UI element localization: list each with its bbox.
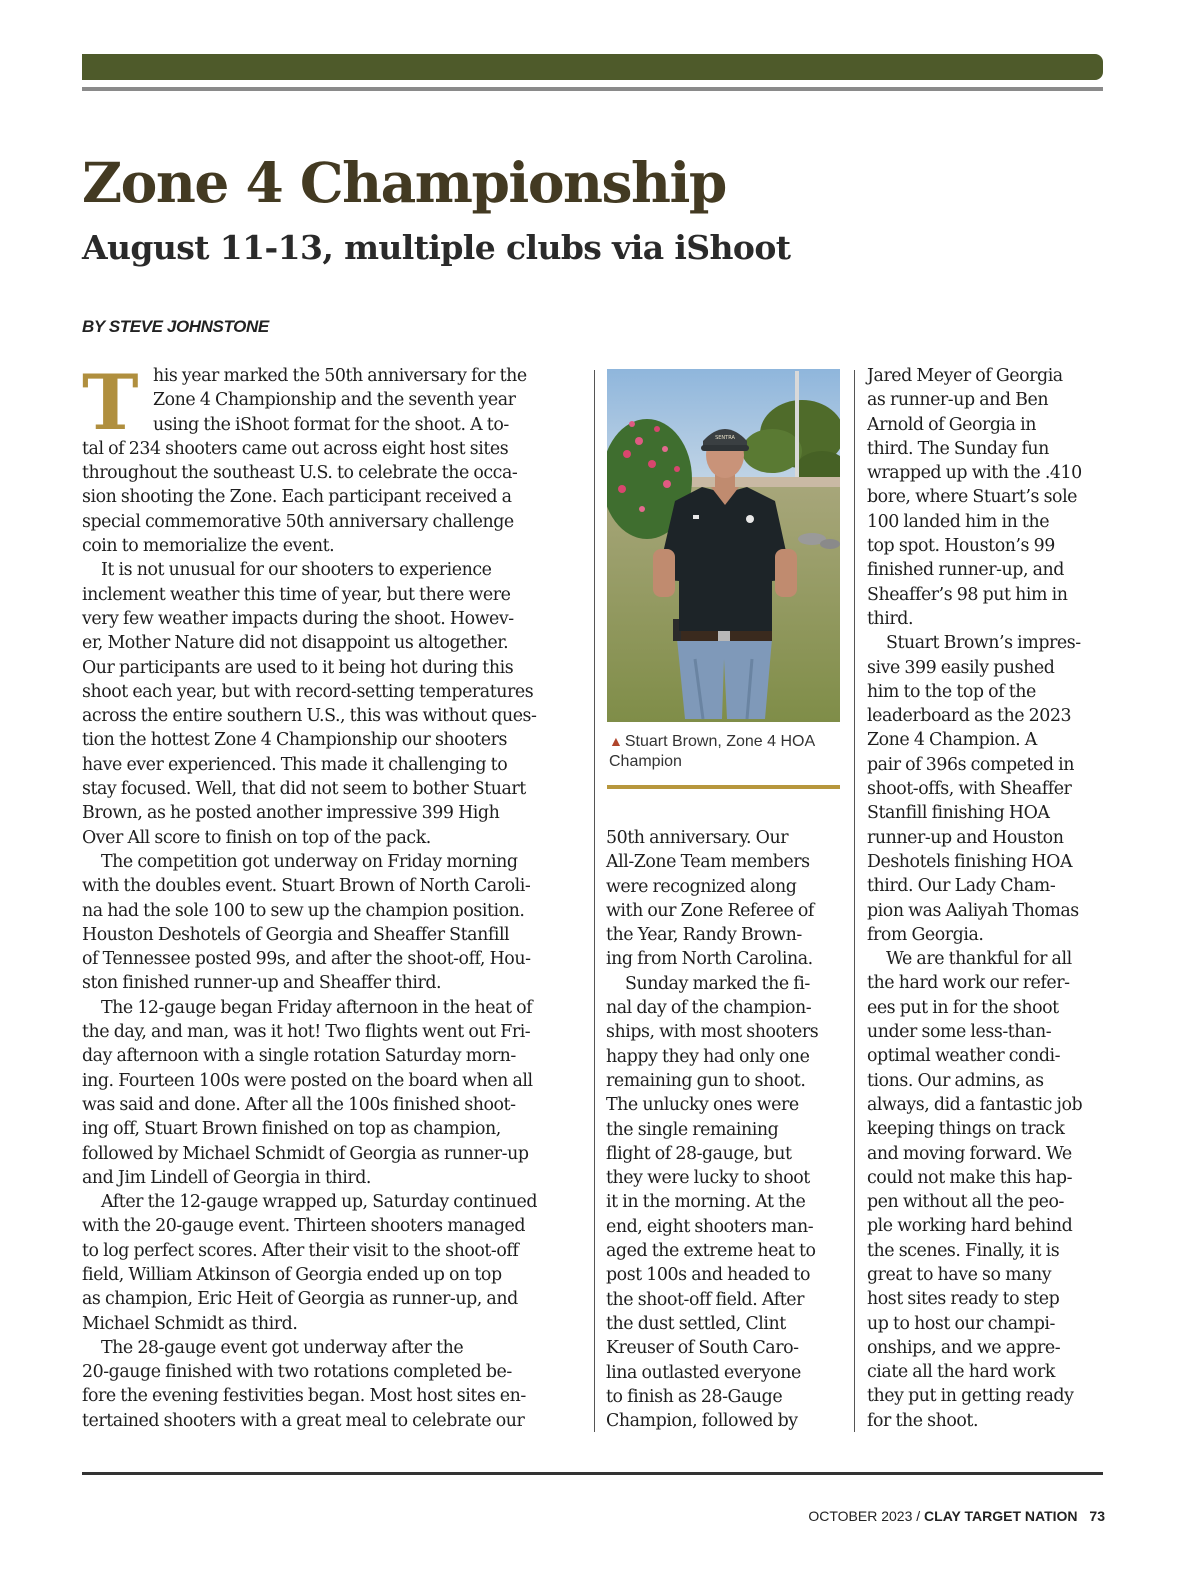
text-line: runner-up and Houston: [867, 827, 1064, 848]
text-line: top spot. Houston’s 99: [867, 536, 1055, 557]
text-line: stay focused. Well, that did not seem to bother Stuart: [82, 779, 526, 800]
text-line: great to have so many: [867, 1264, 1052, 1285]
text-line: Kreuser of South Caro-: [606, 1338, 799, 1359]
text-line: ple working hard behind: [867, 1216, 1073, 1237]
text-line: ees put in for the shoot: [867, 997, 1059, 1018]
footer-date: OCTOBER 2023 /: [808, 1508, 921, 1524]
article-title: Zone 4 Championship: [82, 150, 726, 215]
text-line: as runner-up and Ben: [867, 390, 1049, 411]
text-line: with the doubles event. Stuart Brown of North Caroli-: [82, 876, 531, 897]
header-rule: [82, 87, 1103, 91]
text-line: tion the hottest Zone 4 Championship our shooters: [82, 730, 507, 751]
text-line: his year marked the 50th anniversary for the: [153, 366, 527, 386]
body-column-3: [867, 364, 1107, 1433]
text-line: and Jim Lindell of Georgia in third.: [82, 1167, 371, 1188]
text-line: It is not unusual for our shooters to experience: [101, 560, 492, 581]
text-line: under some less-than-: [867, 1022, 1052, 1043]
text-line: as champion, Eric Heit of Georgia as runner-up, and: [82, 1289, 518, 1310]
photo-stuart-brown: [607, 369, 840, 722]
text-line: the hard work our refer-: [867, 973, 1070, 994]
text-line: wrapped up with the .410: [867, 463, 1082, 484]
text-line: third. Our Lady Cham-: [867, 876, 1056, 897]
text-line: After the 12-gauge wrapped up, Saturday continued: [101, 1192, 538, 1213]
text-line: host sites ready to step: [867, 1289, 1060, 1310]
text-line: followed by Michael Schmidt of Georgia as runner-up: [82, 1143, 529, 1164]
text-line: pen without all the peo-: [867, 1192, 1064, 1213]
text-line: ston finished runner-up and Sheaffer third.: [82, 973, 442, 994]
text-line: tal of 234 shooters came out across eight host sites: [82, 438, 509, 459]
text-line: Houston Deshotels of Georgia and Sheaffer Stanfill: [82, 924, 510, 945]
caption-triangle-icon: ▲: [609, 733, 623, 749]
text-line: ing off, Stuart Brown finished on top as champion,: [82, 1119, 501, 1140]
caption-rule: [607, 785, 840, 789]
page-footer: [808, 1508, 1105, 1524]
text-line: flight of 28-gauge, but: [606, 1143, 792, 1164]
text-line: up to host our champi-: [867, 1313, 1055, 1334]
text-line: pair of 396s competed in: [867, 754, 1075, 775]
text-line: Stuart Brown’s impres-: [886, 633, 1081, 654]
page-number: 73: [1089, 1508, 1105, 1524]
text-line: post 100s and headed to: [606, 1265, 810, 1286]
text-line: end, eight shooters man-: [606, 1216, 814, 1237]
text-line: 20-gauge finished with two rotations completed be-: [82, 1362, 512, 1383]
text-line: always, did a fantastic job: [867, 1094, 1083, 1115]
text-line: happy they had only one: [606, 1046, 810, 1067]
text-line: lina outlasted everyone: [606, 1362, 801, 1383]
text-line: keeping things on track: [867, 1119, 1065, 1140]
text-line: 50th anniversary. Our: [606, 828, 789, 848]
text-line: field, William Atkinson of Georgia ended up on top: [82, 1264, 502, 1285]
text-line: third. The Sunday fun: [867, 438, 1049, 459]
article-subtitle: August 11-13, multiple clubs via iShoot: [82, 228, 791, 267]
text-line: sion shooting the Zone. Each participant received a: [82, 487, 512, 508]
cap-logo-text: SENTRA: [715, 435, 735, 441]
text-line: day afternoon with a single rotation Saturday morn-: [82, 1046, 516, 1067]
text-line: was said and done. After all the 100s finished shoot-: [82, 1094, 516, 1115]
text-line: the shoot-off field. After: [606, 1289, 804, 1310]
body-column-2: [606, 826, 846, 1433]
text-line: tertained shooters with a great meal to celebrate our: [82, 1410, 525, 1431]
text-line: 100 landed him in the: [867, 511, 1050, 532]
text-line: optimal weather condi-: [867, 1046, 1061, 1067]
text-line: were recognized along: [606, 876, 797, 897]
text-line: Stanfill finishing HOA: [867, 803, 1050, 824]
text-line: very few weather impacts during the shoot. Howev-: [82, 608, 514, 629]
text-line: they were lucky to shoot: [606, 1168, 810, 1189]
text-line: ing from North Carolina.: [606, 949, 813, 970]
text-line: of Tennessee posted 99s, and after the shoot-off, Hou-: [82, 949, 531, 970]
text-line: throughout the southeast U.S. to celebrate the occa-: [82, 463, 518, 484]
text-line: across the entire southern U.S., this was without ques-: [82, 706, 537, 727]
text-line: using the iShoot format for the shoot. A to-: [153, 414, 509, 435]
caption-text: Stuart Brown, Zone 4 HOA Champion: [609, 733, 815, 770]
text-line: Brown, as he posted another impressive 399 High: [82, 803, 500, 824]
text-line: Zone 4 Championship and the seventh year: [153, 390, 516, 411]
footer-publication: CLAY TARGET NATION: [924, 1508, 1078, 1524]
text-line: ships, with most shooters: [606, 1022, 819, 1043]
column-divider: [854, 370, 855, 1432]
text-line: special commemorative 50th anniversary challenge: [82, 511, 514, 532]
text-line: the scenes. Finally, it is: [867, 1240, 1060, 1261]
text-line: ing. Fourteen 100s were posted on the board when all: [82, 1070, 533, 1091]
text-line: the day, and man, was it hot! Two flights went out Fri-: [82, 1022, 531, 1043]
text-line: finished runner-up, and: [867, 560, 1064, 581]
text-line: have ever experienced. This made it challenging to: [82, 754, 508, 775]
text-line: The 28-gauge event got underway after the: [101, 1337, 464, 1358]
text-line: inclement weather this time of year, but there were: [82, 584, 511, 605]
text-line: pion was Aaliyah Thomas: [867, 900, 1079, 921]
text-line: him to the top of the: [867, 681, 1036, 702]
text-line: Michael Schmidt as third.: [82, 1313, 298, 1334]
text-line: the Year, Randy Brown-: [606, 925, 802, 946]
text-line: Zone 4 Champion. A: [867, 730, 1037, 751]
text-line: Over All score to finish on top of the pack.: [82, 827, 431, 848]
text-line: from Georgia.: [867, 924, 984, 945]
text-line: Arnold of Georgia in: [867, 414, 1037, 435]
text-line: ciate all the hard work: [867, 1362, 1055, 1383]
text-line: aged the extreme heat to: [606, 1241, 816, 1262]
text-line: and moving forward. We: [867, 1143, 1072, 1164]
text-line: with our Zone Referee of: [606, 900, 814, 921]
text-line: onships, and we appre-: [867, 1337, 1061, 1358]
text-line: Champion, followed by: [606, 1411, 798, 1432]
column-divider: [594, 370, 595, 1432]
text-line: bore, where Stuart’s sole: [867, 487, 1078, 508]
text-line: they put in getting ready: [867, 1386, 1074, 1407]
text-line: coin to memorialize the event.: [82, 536, 335, 557]
text-line: the single remaining: [606, 1119, 779, 1140]
text-line: na had the sole 100 to sew up the champion position.: [82, 900, 525, 921]
text-line: could not make this hap-: [867, 1167, 1073, 1188]
text-line: All-Zone Team members: [606, 852, 810, 873]
text-line: nal day of the champion-: [606, 998, 812, 1019]
text-line: We are thankful for all: [886, 949, 1072, 970]
text-line: it in the morning. At the: [606, 1192, 806, 1213]
text-line: Our participants are used to it being hot during this: [82, 657, 514, 678]
text-line: The unlucky ones were: [606, 1095, 799, 1116]
byline: BY STEVE JOHNSTONE: [82, 317, 269, 336]
photo-caption: [609, 732, 837, 771]
header-bar: [82, 54, 1103, 80]
text-line: fore the evening festivities began. Most host sites en-: [82, 1386, 526, 1407]
text-line: tions. Our admins, as: [867, 1070, 1044, 1091]
text-line: for the shoot.: [867, 1410, 979, 1431]
text-line: Sunday marked the fi-: [625, 973, 810, 994]
footer-rule: [82, 1472, 1103, 1475]
text-line: the dust settled, Clint: [606, 1313, 786, 1334]
text-line: sive 399 easily pushed: [867, 657, 1055, 678]
text-line: to log perfect scores. After their visit to the shoot-off: [82, 1240, 519, 1261]
text-line: remaining gun to shoot.: [606, 1070, 806, 1091]
text-line: Sheaffer’s 98 put him in: [867, 584, 1068, 605]
text-line: with the 20-gauge event. Thirteen shooters managed: [82, 1216, 526, 1237]
text-line: third.: [867, 608, 914, 629]
text-line: shoot each year, but with record-setting temperatures: [82, 681, 534, 702]
text-line: The competition got underway on Friday morning: [101, 851, 518, 872]
body-column-1: [82, 358, 582, 1433]
drop-cap: T: [82, 358, 139, 447]
text-line: Jared Meyer of Georgia: [867, 366, 1063, 386]
text-line: The 12-gauge began Friday afternoon in the heat of: [101, 997, 533, 1018]
text-line: leaderboard as the 2023: [867, 706, 1072, 727]
text-line: shoot-offs, with Sheaffer: [867, 779, 1072, 800]
text-line: Deshotels finishing HOA: [867, 851, 1073, 872]
text-line: er, Mother Nature did not disappoint us altogether.: [82, 633, 509, 654]
text-line: to finish as 28-Gauge: [606, 1386, 783, 1407]
